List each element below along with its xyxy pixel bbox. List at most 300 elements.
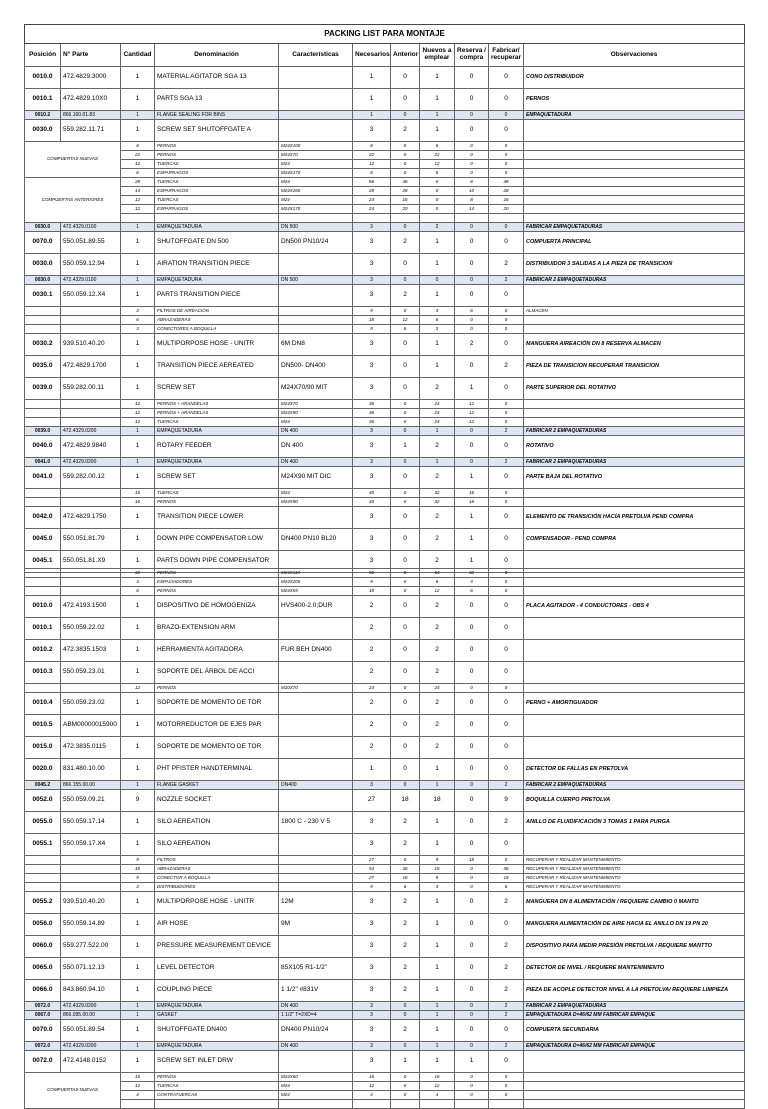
- observations-cell: PIEZA DE ACOPLE DETECTOR NIVEL A LA PRETOLVA/ REQUIERE LIMPIEZA: [524, 980, 745, 1002]
- fabricar-cell: 2: [489, 356, 524, 378]
- fabricar-cell: 0: [489, 409, 524, 418]
- observations-cell: [524, 418, 745, 427]
- fabricar-cell: 2: [489, 892, 524, 914]
- anterior-cell: 0: [391, 378, 420, 400]
- position-cell: 0052.0: [25, 790, 61, 812]
- reserva-cell: 0: [455, 120, 489, 142]
- characteristics-cell: DN 400: [279, 1042, 353, 1051]
- nuevos-cell: 3: [420, 325, 455, 334]
- necesarios-cell: 3: [353, 458, 391, 467]
- characteristics-cell: M24: [279, 196, 353, 205]
- part-number-cell: 472.4829.1700: [61, 356, 121, 378]
- reserva-cell: 0: [455, 693, 489, 715]
- position-cell: [25, 684, 61, 693]
- table-row: [25, 662, 745, 684]
- quantity-cell: 6: [121, 142, 155, 151]
- fabricar-cell: 2: [489, 958, 524, 980]
- observations-cell: COMPUERTA PRINCIPAL: [524, 232, 745, 254]
- quantity-cell: 6: [121, 316, 155, 325]
- position-cell: 0045.1: [25, 551, 61, 573]
- anterior-cell: 2: [391, 834, 420, 856]
- denomination-cell: SCREW SET: [155, 467, 279, 489]
- anterior-cell: 20: [391, 205, 420, 214]
- anterior-cell: 0: [391, 715, 420, 737]
- quantity-cell: 9: [121, 874, 155, 883]
- table-row: [25, 436, 745, 458]
- table-row: [25, 285, 745, 307]
- fabricar-cell: 0: [489, 914, 524, 936]
- sub-item-row: [25, 409, 745, 418]
- nuevos-cell: 2: [420, 662, 455, 684]
- quantity-cell: 12: [121, 196, 155, 205]
- necesarios-cell: 3: [353, 436, 391, 458]
- quantity-cell: 1: [121, 693, 155, 715]
- denomination-cell: ABRAZADERAS: [155, 865, 279, 874]
- observations-cell: ALMACEN: [524, 307, 745, 316]
- observations-cell: [524, 142, 745, 151]
- title-row: [25, 25, 745, 44]
- nuevos-cell: 2: [420, 529, 455, 551]
- nuevos-cell: 1: [420, 781, 455, 790]
- quantity-cell: 1: [121, 467, 155, 489]
- characteristics-cell: 1800 C - 230 V 5: [279, 812, 353, 834]
- anterior-cell: 0: [391, 684, 420, 693]
- reserva-cell: 1: [455, 1051, 489, 1073]
- fabricar-cell: 16: [489, 196, 524, 205]
- denomination-cell: EMPAQUETADURA: [155, 1002, 279, 1011]
- observations-cell: [524, 120, 745, 142]
- fabricar-cell: 2: [489, 1042, 524, 1051]
- characteristics-cell: [279, 325, 353, 334]
- reserva-cell: 0: [455, 1082, 489, 1091]
- position-cell: 0010.2: [25, 111, 61, 120]
- observations-cell: DETECTOR DE NIVEL / REQUIERE MANTENIMIENTO: [524, 958, 745, 980]
- quantity-cell: 1: [121, 812, 155, 834]
- anterior-cell: 2: [391, 914, 420, 936]
- reserva-cell: 0: [455, 936, 489, 958]
- characteristics-cell: [279, 89, 353, 111]
- reserva-cell: 0: [455, 883, 489, 892]
- characteristics-cell: M24X90: [279, 498, 353, 507]
- fabricar-cell: 2: [489, 781, 524, 790]
- anterior-cell: 0: [391, 662, 420, 684]
- anterior-cell: 2: [391, 892, 420, 914]
- fabricar-cell: 2: [489, 1011, 524, 1020]
- denomination-cell: PARTS TRANSITION PIECE: [155, 285, 279, 307]
- reserva-cell: 1: [455, 529, 489, 551]
- anterior-cell: 0: [391, 400, 420, 409]
- part-number-cell: 843.860.94.10: [61, 980, 121, 1002]
- fabricar-cell: [489, 214, 524, 223]
- quantity-cell: 14: [121, 187, 155, 196]
- quantity-cell: 12: [121, 160, 155, 169]
- reserva-cell: 14: [455, 205, 489, 214]
- sub-item-row: [25, 498, 745, 507]
- characteristics-cell: [279, 834, 353, 856]
- position-cell: 0067.0: [25, 1011, 61, 1020]
- anterior-cell: 0: [391, 1082, 420, 1091]
- characteristics-cell: M24X265: [279, 187, 353, 196]
- necesarios-cell: 2: [353, 737, 391, 759]
- anterior-cell: 0: [391, 640, 420, 662]
- anterior-cell: 0: [391, 1091, 420, 1100]
- quantity-cell: 1: [121, 1051, 155, 1073]
- position-cell: 0010.3: [25, 662, 61, 684]
- position-cell: 0039.0: [25, 378, 61, 400]
- position-cell: 0010.0: [25, 596, 61, 618]
- quantity-cell: 6: [121, 587, 155, 596]
- necesarios-cell: 3: [353, 834, 391, 856]
- observations-cell: [524, 578, 745, 587]
- reserva-cell: 0: [455, 812, 489, 834]
- sub-item-row: [25, 684, 745, 693]
- nuevos-cell: 1: [420, 958, 455, 980]
- necesarios-cell: 3: [353, 285, 391, 307]
- part-number-cell: 550.051.81.79: [61, 529, 121, 551]
- denomination-cell: SOPORTE DEL ÁRBOL DE ACCI: [155, 662, 279, 684]
- observations-cell: [524, 587, 745, 596]
- fabricar-cell: 20: [489, 205, 524, 214]
- part-number-cell: 550.059.23.01: [61, 662, 121, 684]
- nuevos-cell: 24: [420, 400, 455, 409]
- quantity-cell: 1: [121, 759, 155, 781]
- quantity-cell: 28: [121, 178, 155, 187]
- header-numero-parte: N° Parte: [61, 44, 121, 67]
- observations-cell: FABRICAR 2 EMPAQUETADURAS: [524, 427, 745, 436]
- quantity-cell: 1: [121, 834, 155, 856]
- denomination-cell: SOPORTE DE MOMENTO DE TOR: [155, 693, 279, 715]
- table-row: [25, 936, 745, 958]
- nuevos-cell: 2: [420, 378, 455, 400]
- table-row: [25, 507, 745, 529]
- characteristics-cell: [279, 662, 353, 684]
- denomination-cell: TUERCAS: [155, 178, 279, 187]
- observations-cell: ELEMENTO DE TRANSICIÓN HACÍA PRETOLVA PEND COMPRA: [524, 507, 745, 529]
- necesarios-cell: 18: [353, 316, 391, 325]
- position-cell: 0039.0: [25, 427, 61, 436]
- part-number-cell: 550.059.17.X4: [61, 834, 121, 856]
- nuevos-cell: 3: [420, 307, 455, 316]
- nuevos-cell: 9: [420, 856, 455, 865]
- nuevos-cell: 1: [420, 936, 455, 958]
- characteristics-cell: DN 400: [279, 427, 353, 436]
- page-title: PACKING LIST PARA MONTAJE: [25, 25, 745, 44]
- necesarios-cell: 3: [353, 120, 391, 142]
- denomination-cell: SCREW SET: [155, 378, 279, 400]
- position-cell: 0041.0: [25, 467, 61, 489]
- header-posicion: Posición: [25, 44, 61, 67]
- part-number-cell: 472.4329.0200: [61, 427, 121, 436]
- denomination-cell: FILTROS DE AIREACIÓN: [155, 307, 279, 316]
- reserva-cell: 0: [455, 254, 489, 276]
- observations-cell: MANGUERA DN 8 ALIMENTACIÓN / REQUIERE CAMBIO 0 MANTO: [524, 892, 745, 914]
- denomination-cell: EMPAQUETADURA: [155, 458, 279, 467]
- observations-cell: [524, 569, 745, 578]
- anterior-cell: 2: [391, 958, 420, 980]
- reserva-cell: 8: [455, 196, 489, 205]
- anterior-cell: 0: [391, 781, 420, 790]
- characteristics-cell: [279, 693, 353, 715]
- anterior-cell: 0: [391, 142, 420, 151]
- reserva-cell: 32: [455, 569, 489, 578]
- fabricar-cell: 0: [489, 325, 524, 334]
- quantity-cell: 9: [121, 856, 155, 865]
- header-cantidad: Cantidad: [121, 44, 155, 67]
- position-cell: 0010.4: [25, 693, 61, 715]
- quantity-cell: 1: [121, 980, 155, 1002]
- characteristics-cell: [279, 1100, 353, 1109]
- header-nuevos: Nuevos a emplear: [420, 44, 455, 67]
- denomination-cell: EMPAQUETADURA: [155, 223, 279, 232]
- characteristics-cell: [279, 759, 353, 781]
- nuevos-cell: 6: [420, 578, 455, 587]
- observations-cell: [524, 640, 745, 662]
- group-label: COMPUERTAS NUEVAS: [25, 142, 121, 178]
- characteristics-cell: HVS400-2.0;DUR: [279, 596, 353, 618]
- sub-item-row: [25, 205, 745, 214]
- necesarios-cell: [353, 1100, 391, 1109]
- fabricar-cell: 2: [489, 458, 524, 467]
- observations-cell: FABRICAR 2 EMPAQUETADURAS: [524, 1002, 745, 1011]
- sub-item-row: [25, 307, 745, 316]
- reserva-cell: 0: [455, 914, 489, 936]
- reserva-cell: [455, 214, 489, 223]
- reserva-cell: 0: [455, 1002, 489, 1011]
- anterior-cell: 16: [391, 196, 420, 205]
- quantity-cell: 16: [121, 1073, 155, 1082]
- quantity-cell: 6: [121, 169, 155, 178]
- sub-item-row: [25, 169, 745, 178]
- fabricar-cell: 2: [489, 1002, 524, 1011]
- necesarios-cell: 36: [353, 400, 391, 409]
- position-cell: 0045.2: [25, 781, 61, 790]
- nuevos-cell: 6: [420, 142, 455, 151]
- denomination-cell: PERNOS: [155, 569, 279, 578]
- anterior-cell: 0: [391, 160, 420, 169]
- denomination-cell: MULTIPORPOSE HOSE - UNITR: [155, 334, 279, 356]
- position-cell: 0055.2: [25, 892, 61, 914]
- nuevos-cell: 1: [420, 834, 455, 856]
- part-number-cell: 472.3835.1503: [61, 640, 121, 662]
- anterior-cell: 0: [391, 334, 420, 356]
- nuevos-cell: 0: [420, 205, 455, 214]
- nuevos-cell: [420, 214, 455, 223]
- fabricar-cell: [489, 1100, 524, 1109]
- quantity-cell: 1: [121, 892, 155, 914]
- denomination-cell: PERNOS: [155, 587, 279, 596]
- observations-cell: COMPENSADOR - PEND COMPRA: [524, 529, 745, 551]
- necesarios-cell: 12: [353, 1082, 391, 1091]
- position-cell: 0060.0: [25, 936, 61, 958]
- characteristics-cell: DN400 PN10 BL20: [279, 529, 353, 551]
- characteristics-cell: M20X70: [279, 684, 353, 693]
- reserva-cell: 12: [455, 409, 489, 418]
- part-number-cell: 472.4829.9840: [61, 436, 121, 458]
- part-number-cell: 550.051.89.54: [61, 1020, 121, 1042]
- sub-item-row: [25, 569, 745, 578]
- necesarios-cell: 3: [353, 223, 391, 232]
- position-cell: [25, 498, 61, 507]
- position-cell: 0030.0: [25, 120, 61, 142]
- observations-cell: RECUPERAR Y REALIZAR MANTENIMIENTO: [524, 856, 745, 865]
- part-number-cell: 559.282.00.11: [61, 378, 121, 400]
- observations-cell: EMPAQUETADURA D=46/62 MM FABRICAR EMPAQUE: [524, 1042, 745, 1051]
- necesarios-cell: 3: [353, 334, 391, 356]
- quantity-cell: 1: [121, 529, 155, 551]
- denomination-cell: GASKET: [155, 1011, 279, 1020]
- anterior-cell: 0: [391, 596, 420, 618]
- nuevos-cell: 1: [420, 356, 455, 378]
- necesarios-cell: 2: [353, 662, 391, 684]
- quantity-cell: 1: [121, 276, 155, 285]
- characteristics-cell: M24: [279, 160, 353, 169]
- table-row: [25, 737, 745, 759]
- anterior-cell: 0: [391, 578, 420, 587]
- sub-item-row: [25, 178, 745, 187]
- anterior-cell: 0: [391, 307, 420, 316]
- part-number-cell: [61, 569, 121, 578]
- nuevos-cell: 2: [420, 223, 455, 232]
- reserva-cell: 0: [455, 781, 489, 790]
- nuevos-cell: 6: [420, 169, 455, 178]
- fabricar-cell: 0: [489, 618, 524, 640]
- anterior-cell: 0: [391, 67, 420, 89]
- necesarios-cell: 1: [353, 67, 391, 89]
- reserva-cell: 0: [455, 160, 489, 169]
- observations-cell: RECUPERAR Y REALIZAR MANTENIMIENTO: [524, 865, 745, 874]
- quantity-cell: 12: [121, 400, 155, 409]
- quantity-cell: 4: [121, 1091, 155, 1100]
- reserva-cell: 0: [455, 427, 489, 436]
- anterior-cell: 2: [391, 980, 420, 1002]
- reserva-cell: 0: [455, 285, 489, 307]
- observations-cell: EMPAQUETADURA: [524, 111, 745, 120]
- anterior-cell: 0: [391, 737, 420, 759]
- characteristics-cell: [279, 737, 353, 759]
- anterior-cell: 0: [391, 151, 420, 160]
- quantity-cell: 1: [121, 334, 155, 356]
- sub-item-row: [25, 1082, 745, 1091]
- denomination-cell: [155, 214, 279, 223]
- anterior-cell: 2: [391, 120, 420, 142]
- characteristics-cell: [279, 120, 353, 142]
- reserva-cell: 2: [455, 334, 489, 356]
- fabricar-cell: 0: [489, 334, 524, 356]
- table-row: [25, 781, 745, 790]
- part-number-cell: [61, 307, 121, 316]
- fabricar-cell: 0: [489, 498, 524, 507]
- reserva-cell: 12: [455, 400, 489, 409]
- nuevos-cell: [420, 1100, 455, 1109]
- sub-item-row: [25, 1091, 745, 1100]
- nuevos-cell: 22: [420, 151, 455, 160]
- position-cell: 0020.0: [25, 759, 61, 781]
- necesarios-cell: 3: [353, 1002, 391, 1011]
- nuevos-cell: 2: [420, 467, 455, 489]
- sub-item-row: [25, 187, 745, 196]
- characteristics-cell: DN 400: [279, 436, 353, 458]
- characteristics-cell: M24X60: [279, 1073, 353, 1082]
- nuevos-cell: 1: [420, 1042, 455, 1051]
- header-observaciones: Observaciones: [524, 44, 745, 67]
- quantity-cell: 1: [121, 1020, 155, 1042]
- necesarios-cell: 9: [353, 325, 391, 334]
- position-cell: 0040.0: [25, 436, 61, 458]
- nuevos-cell: 2: [420, 596, 455, 618]
- observations-cell: [524, 737, 745, 759]
- reserva-cell: 1: [455, 378, 489, 400]
- necesarios-cell: 3: [353, 936, 391, 958]
- fabricar-cell: 2: [489, 936, 524, 958]
- part-number-cell: 866.160.01.83: [61, 111, 121, 120]
- necesarios-cell: 3: [353, 892, 391, 914]
- denomination-cell: ROTARY FEEDER: [155, 436, 279, 458]
- denomination-cell: TRANSITION PIECE AEREATED: [155, 356, 279, 378]
- denomination-cell: PHT PFISTER HANDTERMINAL: [155, 759, 279, 781]
- necesarios-cell: 3: [353, 507, 391, 529]
- denomination-cell: NOZZLE SOCKET: [155, 790, 279, 812]
- nuevos-cell: 1: [420, 111, 455, 120]
- fabricar-cell: 18: [489, 874, 524, 883]
- nuevos-cell: 0: [420, 276, 455, 285]
- table-row: [25, 759, 745, 781]
- nuevos-cell: 0: [420, 178, 455, 187]
- reserva-cell: 0: [455, 223, 489, 232]
- position-cell: [25, 400, 61, 409]
- denomination-cell: SILO AEREATION: [155, 812, 279, 834]
- denomination-cell: ABRAZADERAS: [155, 316, 279, 325]
- group-label: COMPUERTAS NUEVAS: [25, 1073, 121, 1109]
- table-row: [25, 618, 745, 640]
- denomination-cell: AIR HOSE: [155, 914, 279, 936]
- part-number-cell: 866.155.00.00: [61, 781, 121, 790]
- reserva-cell: 0: [455, 142, 489, 151]
- fabricar-cell: 2: [489, 427, 524, 436]
- necesarios-cell: 2: [353, 693, 391, 715]
- fabricar-cell: 0: [489, 89, 524, 111]
- fabricar-cell: 0: [489, 834, 524, 856]
- characteristics-cell: 6M DN8: [279, 334, 353, 356]
- denomination-cell: DOWN PIPE COMPENSATOR LOW: [155, 529, 279, 551]
- reserva-cell: 0: [455, 316, 489, 325]
- fabricar-cell: 0: [489, 316, 524, 325]
- quantity-cell: 3: [121, 307, 155, 316]
- observations-cell: PARTE BAJA DEL ROTATIVO: [524, 467, 745, 489]
- fabricar-cell: 0: [489, 169, 524, 178]
- fabricar-cell: 2: [489, 254, 524, 276]
- characteristics-cell: M24: [279, 489, 353, 498]
- fabricar-cell: 36: [489, 865, 524, 874]
- necesarios-cell: 1: [353, 89, 391, 111]
- nuevos-cell: 1: [420, 1020, 455, 1042]
- necesarios-cell: 3: [353, 1051, 391, 1073]
- position-cell: [25, 569, 61, 578]
- anterior-cell: 0: [391, 569, 420, 578]
- header-caracteristicas: Características: [279, 44, 353, 67]
- position-cell: 0030.0: [25, 276, 61, 285]
- table-row: [25, 458, 745, 467]
- necesarios-cell: 9: [353, 883, 391, 892]
- necesarios-cell: 24: [353, 205, 391, 214]
- table-row: [25, 334, 745, 356]
- position-cell: [25, 409, 61, 418]
- observations-cell: [524, 196, 745, 205]
- fabricar-cell: 0: [489, 1020, 524, 1042]
- necesarios-cell: 3: [353, 980, 391, 1002]
- characteristics-cell: [279, 285, 353, 307]
- quantity-cell: 3: [121, 578, 155, 587]
- characteristics-cell: DN500 PN10/24: [279, 232, 353, 254]
